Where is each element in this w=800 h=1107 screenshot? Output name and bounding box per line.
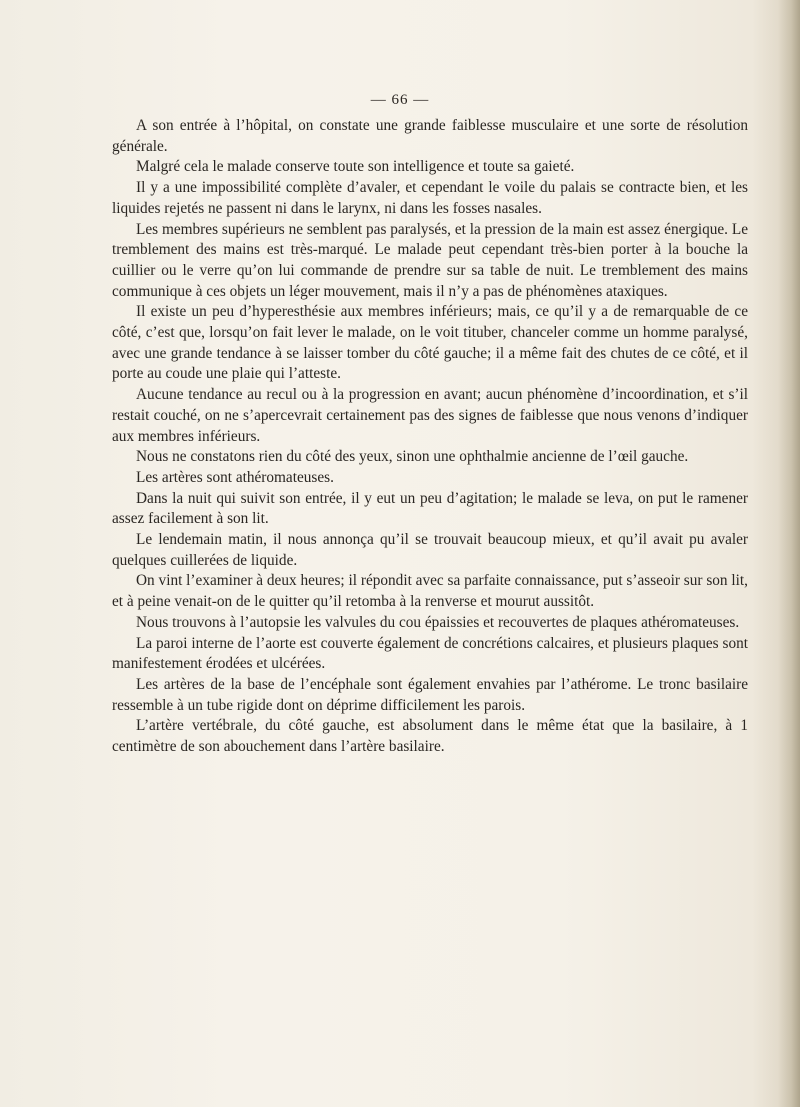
paragraph: L’artère vertébrale, du côté gauche, est absolument dans le même état que la basilaire, à 1 centimètre de son abouchement dans l’artère basilaire. (112, 717, 748, 756)
paragraph: Il existe un peu d’hyperesthésie aux membres inférieurs; mais, ce qu’il y a de remarquable de ce côté, c’est que, lorsqu’on fait lever le malade, on le voit tituber, chanceler comme un homme paralysé, avec une grande tendance à se laisser tomber du côté gauche; il a même fait des chutes de ce côté, et il porte au coude une plaie qui l’atteste. (112, 303, 748, 383)
body-text (112, 116, 748, 758)
paragraph: Malgré cela le malade conserve toute son intelligence et toute sa gaieté. (136, 158, 575, 176)
paragraph: Les artères sont athéromateuses. (136, 468, 334, 486)
paragraph: Les artères de la base de l’encéphale sont également envahies par l’athérome. Le tronc basilaire ressemble à un tube rigide dont on déprime difficilement les parois. (112, 675, 748, 714)
paragraph: A son entrée à l’hôpital, on constate une grande faiblesse musculaire et une sorte de résolution générale. (112, 117, 748, 155)
paragraph: Aucune tendance au recul ou à la progression en avant; aucun phénomène d’incoordination, et s’il restait couché, on ne s’apercevrait certainement pas des signes de faiblesse que nous venons d’indiquer aux membres inférieurs. (112, 386, 748, 445)
paragraph: Nous trouvons à l’autopsie les valvules du cou épaissies et recouvertes de plaques athéromateuses. (136, 613, 740, 631)
paragraph: Nous ne constatons rien du côté des yeux, sinon une ophthalmie ancienne de l’œil gauche. (136, 448, 689, 466)
paragraph: Il y a une impossibilité complète d’avaler, et cependant le voile du palais se contracte bien, et les liquides rejetés ne passent ni dans le larynx, ni dans les fosses nasales. (112, 179, 748, 217)
paragraph: La paroi interne de l’aorte est couverte également de concrétions calcaires, et plusieurs plaques sont manifestement érodées et ulcérées. (112, 634, 748, 673)
paragraph: Dans la nuit qui suivit son entrée, il y eut un peu d’agitation; le malade se leva, on put le ramener assez facilement à son lit. (112, 489, 748, 528)
paragraph: Le lendemain matin, il nous annonça qu’il se trouvait beaucoup mieux, et qu’il avait pu avaler quelques cuillerées de liquide. (112, 531, 748, 569)
page-number: — 66 — (370, 92, 430, 108)
paragraph: On vint l’examiner à deux heures; il répondit avec sa parfaite connaissance, put s’asseoir sur son lit, et à peine venait-on de le quitter qu’il retomba à la renverse et mourut aussitôt. (112, 572, 748, 611)
page-edge-shadow (778, 0, 800, 1107)
paragraph: Les membres supérieurs ne semblent pas paralysés, et la pression de la main est assez énergique. Le tremblement des mains est très-marqué. Le malade peut cependant très-bien porter à la bouche la cuillier ou le verre qu’on lui commande de prendre sur sa table de nuit. Le tremblement des mains communique à ces objets un léger mouvement, mais il n’y a pas de phénomènes ataxiques. (112, 220, 748, 300)
